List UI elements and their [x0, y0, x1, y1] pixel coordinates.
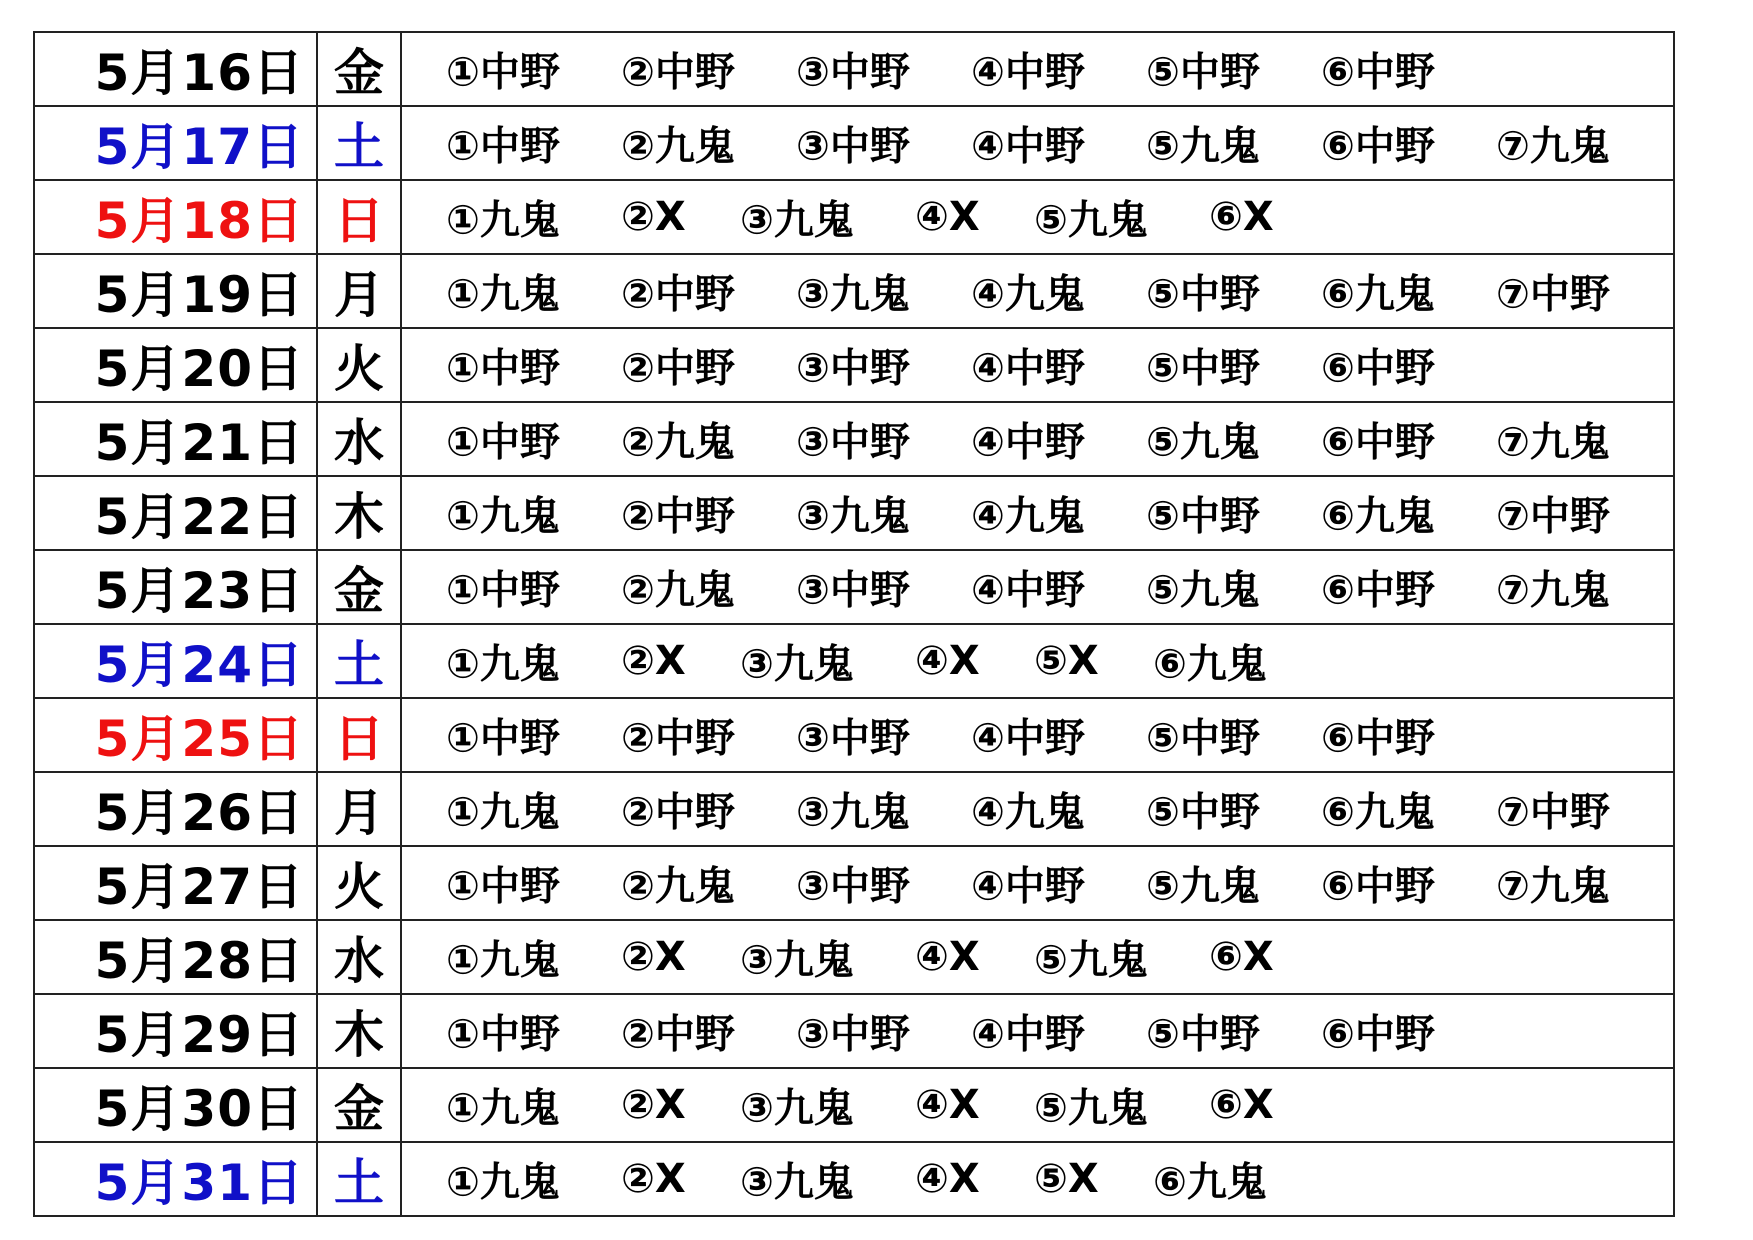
session-entry: ①中野	[446, 863, 560, 910]
session-entry: ⑥九鬼	[1321, 789, 1435, 836]
session-entry: ④中野	[971, 345, 1085, 392]
session-entry: ⑥中野	[1321, 419, 1435, 466]
session-entry: ⑥中野	[1321, 123, 1435, 170]
session-entry: ③九鬼	[796, 789, 910, 836]
session-entry: ②中野	[621, 715, 735, 762]
session-entry: ①中野	[446, 345, 560, 392]
session-entry: ②中野	[621, 493, 735, 540]
session-entry: ④中野	[971, 419, 1085, 466]
session-entry: ①九鬼	[446, 493, 560, 540]
weekday-cell: 月	[317, 254, 401, 328]
session-entry: ②X	[621, 934, 686, 980]
session-entry: ⑤九鬼	[1034, 937, 1148, 984]
session-entry: ①九鬼	[446, 1159, 560, 1206]
schedule-row	[34, 1142, 1674, 1216]
session-entry: ③九鬼	[740, 641, 854, 688]
date-cell: 5月16日	[34, 32, 317, 106]
session-entry: ⑦九鬼	[1496, 863, 1610, 910]
weekday-cell: 火	[317, 846, 401, 920]
sessions-cell	[401, 550, 1674, 624]
date-cell: 5月29日	[34, 994, 317, 1068]
session-entry: ③九鬼	[740, 1159, 854, 1206]
session-entry: ①九鬼	[446, 937, 560, 984]
session-entry: ⑥X	[1209, 1082, 1274, 1128]
session-entry: ①中野	[446, 419, 560, 466]
session-entry: ④中野	[971, 567, 1085, 614]
session-entry: ⑥中野	[1321, 863, 1435, 910]
sessions-cell	[401, 476, 1674, 550]
session-entry: ②X	[621, 638, 686, 684]
session-entry: ⑤中野	[1146, 1011, 1260, 1058]
session-entry: ①中野	[446, 715, 560, 762]
sessions-cell	[401, 1142, 1674, 1216]
session-entry: ⑥九鬼	[1321, 493, 1435, 540]
schedule-row	[34, 180, 1674, 254]
session-entry: ③九鬼	[796, 493, 910, 540]
session-entry: ⑥中野	[1321, 715, 1435, 762]
session-entry: ②九鬼	[621, 123, 735, 170]
schedule-row	[34, 846, 1674, 920]
session-entry: ③九鬼	[740, 197, 854, 244]
session-entry: ②X	[621, 1156, 686, 1202]
session-entry: ④X	[915, 638, 980, 684]
schedule-row	[34, 994, 1674, 1068]
date-cell: 5月24日	[34, 624, 317, 698]
session-entry: ⑤九鬼	[1146, 419, 1260, 466]
session-entry: ⑥九鬼	[1321, 271, 1435, 318]
session-entry: ⑤九鬼	[1146, 123, 1260, 170]
session-entry: ⑥中野	[1321, 1011, 1435, 1058]
session-entry: ⑤中野	[1146, 49, 1260, 96]
session-entry: ⑤中野	[1146, 345, 1260, 392]
session-entry: ①中野	[446, 1011, 560, 1058]
date-cell: 5月27日	[34, 846, 317, 920]
session-entry: ②中野	[621, 345, 735, 392]
sessions-cell	[401, 328, 1674, 402]
session-entry: ③九鬼	[796, 271, 910, 318]
session-entry: ①九鬼	[446, 641, 560, 688]
session-entry: ②九鬼	[621, 419, 735, 466]
session-entry: ①九鬼	[446, 197, 560, 244]
schedule-row	[34, 624, 1674, 698]
sessions-cell	[401, 106, 1674, 180]
sessions-cell	[401, 994, 1674, 1068]
session-entry: ①中野	[446, 567, 560, 614]
session-entry: ③九鬼	[740, 1085, 854, 1132]
session-entry: ⑤九鬼	[1034, 197, 1148, 244]
session-entry: ④X	[915, 934, 980, 980]
schedule-row	[34, 1068, 1674, 1142]
session-entry: ③中野	[796, 567, 910, 614]
session-entry: ⑥九鬼	[1153, 641, 1267, 688]
session-entry: ⑤九鬼	[1034, 1085, 1148, 1132]
session-entry: ③中野	[796, 345, 910, 392]
session-entry: ⑤九鬼	[1146, 567, 1260, 614]
weekday-cell: 土	[317, 624, 401, 698]
session-entry: ⑤X	[1034, 1156, 1099, 1202]
session-entry: ①九鬼	[446, 1085, 560, 1132]
session-entry: ①中野	[446, 49, 560, 96]
session-entry: ④中野	[971, 1011, 1085, 1058]
date-cell: 5月17日	[34, 106, 317, 180]
session-entry: ②X	[621, 1082, 686, 1128]
weekday-cell: 金	[317, 32, 401, 106]
schedule-table	[33, 31, 1675, 1217]
session-entry: ⑥九鬼	[1153, 1159, 1267, 1206]
session-entry: ④中野	[971, 123, 1085, 170]
session-entry: ④九鬼	[971, 493, 1085, 540]
date-cell: 5月23日	[34, 550, 317, 624]
session-entry: ②X	[621, 194, 686, 240]
weekday-cell: 金	[317, 1068, 401, 1142]
sessions-cell	[401, 254, 1674, 328]
session-entry: ①中野	[446, 123, 560, 170]
session-entry: ④X	[915, 194, 980, 240]
session-entry: ③九鬼	[740, 937, 854, 984]
session-entry: ①九鬼	[446, 271, 560, 318]
session-entry: ②中野	[621, 49, 735, 96]
date-cell: 5月20日	[34, 328, 317, 402]
session-entry: ④中野	[971, 863, 1085, 910]
session-entry: ③中野	[796, 715, 910, 762]
session-entry: ②九鬼	[621, 567, 735, 614]
date-cell: 5月22日	[34, 476, 317, 550]
session-entry: ⑤中野	[1146, 789, 1260, 836]
weekday-cell: 土	[317, 1142, 401, 1216]
schedule-row	[34, 254, 1674, 328]
weekday-cell: 水	[317, 402, 401, 476]
date-cell: 5月25日	[34, 698, 317, 772]
schedule-row	[34, 32, 1674, 106]
session-entry: ③中野	[796, 49, 910, 96]
session-entry: ⑤X	[1034, 638, 1099, 684]
session-entry: ③中野	[796, 419, 910, 466]
schedule-row	[34, 106, 1674, 180]
schedule-row	[34, 476, 1674, 550]
session-entry: ④中野	[971, 49, 1085, 96]
session-entry: ⑦九鬼	[1496, 419, 1610, 466]
session-entry: ③中野	[796, 123, 910, 170]
weekday-cell: 土	[317, 106, 401, 180]
date-cell: 5月30日	[34, 1068, 317, 1142]
weekday-cell: 火	[317, 328, 401, 402]
date-cell: 5月28日	[34, 920, 317, 994]
session-entry: ⑤中野	[1146, 715, 1260, 762]
date-cell: 5月19日	[34, 254, 317, 328]
weekday-cell: 月	[317, 772, 401, 846]
session-entry: ⑦中野	[1496, 789, 1610, 836]
weekday-cell: 水	[317, 920, 401, 994]
session-entry: ⑥X	[1209, 934, 1274, 980]
session-entry: ③中野	[796, 1011, 910, 1058]
session-entry: ④中野	[971, 715, 1085, 762]
session-entry: ⑥中野	[1321, 345, 1435, 392]
sessions-cell	[401, 1068, 1674, 1142]
session-entry: ⑥中野	[1321, 49, 1435, 96]
session-entry: ⑤中野	[1146, 271, 1260, 318]
weekday-cell: 日	[317, 698, 401, 772]
session-entry: ⑥X	[1209, 194, 1274, 240]
sessions-cell	[401, 402, 1674, 476]
schedule-row	[34, 328, 1674, 402]
date-cell: 5月18日	[34, 180, 317, 254]
schedule-row	[34, 920, 1674, 994]
session-entry: ⑤九鬼	[1146, 863, 1260, 910]
session-entry: ⑥中野	[1321, 567, 1435, 614]
date-cell: 5月26日	[34, 772, 317, 846]
session-entry: ⑦中野	[1496, 493, 1610, 540]
weekday-cell: 日	[317, 180, 401, 254]
weekday-cell: 木	[317, 476, 401, 550]
session-entry: ④X	[915, 1156, 980, 1202]
sessions-cell	[401, 846, 1674, 920]
session-entry: ②中野	[621, 271, 735, 318]
session-entry: ④X	[915, 1082, 980, 1128]
sessions-cell	[401, 180, 1674, 254]
session-entry: ④九鬼	[971, 271, 1085, 318]
session-entry: ②中野	[621, 789, 735, 836]
sessions-cell	[401, 624, 1674, 698]
date-cell: 5月21日	[34, 402, 317, 476]
session-entry: ②中野	[621, 1011, 735, 1058]
session-entry: ③中野	[796, 863, 910, 910]
session-entry: ①九鬼	[446, 789, 560, 836]
schedule-row	[34, 698, 1674, 772]
session-entry: ④九鬼	[971, 789, 1085, 836]
session-entry: ②九鬼	[621, 863, 735, 910]
date-cell: 5月31日	[34, 1142, 317, 1216]
session-entry: ⑦九鬼	[1496, 567, 1610, 614]
session-entry: ⑤中野	[1146, 493, 1260, 540]
schedule-row	[34, 402, 1674, 476]
weekday-cell: 木	[317, 994, 401, 1068]
schedule-row	[34, 550, 1674, 624]
sessions-cell	[401, 698, 1674, 772]
sessions-cell	[401, 32, 1674, 106]
schedule-body	[34, 32, 1674, 1216]
session-entry: ⑦九鬼	[1496, 123, 1610, 170]
weekday-cell: 金	[317, 550, 401, 624]
schedule-row	[34, 772, 1674, 846]
sessions-cell	[401, 920, 1674, 994]
session-entry: ⑦中野	[1496, 271, 1610, 318]
sessions-cell	[401, 772, 1674, 846]
